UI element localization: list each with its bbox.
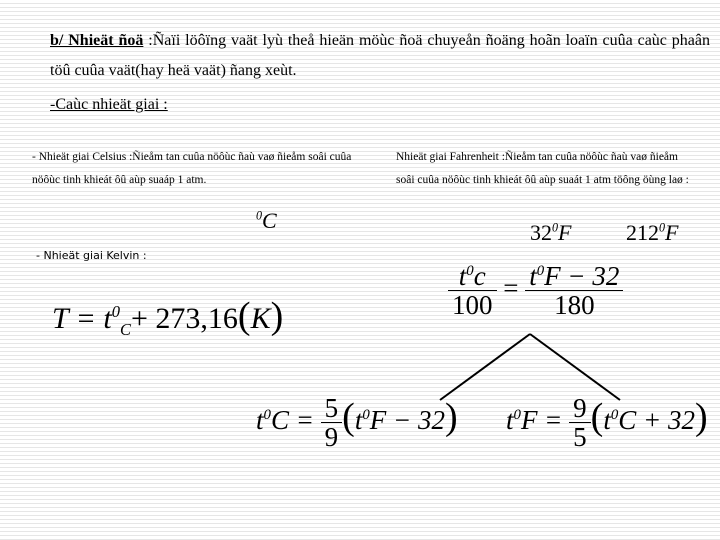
heading-definition: :Ñaïi löôïng vaät lyù theå hieän möùc ñoä chuyeån ñoäng hoãn loaïn cuûa caùc phaân töû cuûa vaät(hay heä vaät) ñang xeùt. <box>50 32 710 79</box>
ratio-left-numerator: $t^0c$ <box>448 262 497 291</box>
ratio-right-denominator: 180 <box>554 290 595 321</box>
celsius-conversion-fraction: $\frac{5}{9}$ <box>321 394 343 452</box>
fahrenheit-value1-sup: 0 <box>552 220 559 235</box>
ratio-left-denominator: 100 <box>452 290 493 321</box>
celsius-unit-sup: 0 <box>256 208 263 223</box>
scales-title-text: -Caùc nhieät giai : <box>50 96 168 113</box>
celsius-conversion-formula: $t^0C$ = $\frac{5}{9}$ $(t^0F - 32)$ <box>256 393 458 453</box>
kelvin-formula-left: T = t <box>52 302 112 335</box>
ratio-right-numerator: $t^0F - 32$ <box>525 262 623 291</box>
kelvin-unit: K <box>250 302 271 335</box>
connector-right <box>530 334 620 400</box>
kelvin-formula-right: + 273,16 <box>131 302 238 335</box>
heading-label: b/ Nhieät ñoä <box>50 32 144 49</box>
connector-left <box>440 334 530 400</box>
fahrenheit-value2-unit: F <box>665 220 679 245</box>
kelvin-label: - Nhieät giai Kelvin : <box>36 249 147 262</box>
kelvin-formula-sup: 0 <box>111 302 120 321</box>
fahrenheit-conversion-formula: $t^0F$ = $\frac{9}{5}$ $(t^0C + 32)$ <box>506 393 708 453</box>
fahrenheit-value1-unit: F <box>558 220 572 245</box>
kelvin-formula: $T = t^0_C+ 273,16(K)$ <box>52 295 284 339</box>
fahrenheit-description: Nhieät giai Fahrenheit :Ñieåm tan cuûa nöôùc ñaù vaø ñieåm soâi cuûa nöôùc tinh khieát ôû aùp suaát 1 atm töông öùng laø : <box>396 151 689 186</box>
ratio-equals: = <box>503 273 519 304</box>
celsius-unit-letter: C <box>262 208 277 233</box>
kelvin-formula-sub: C <box>119 320 131 339</box>
fahrenheit-conversion-fraction: $\frac{9}{5}$ <box>569 394 591 452</box>
fahrenheit-value2: 212 <box>626 220 659 245</box>
celsius-description: - Nhieät giai Celsius :Ñieåm tan cuûa nöôùc ñaù vaø ñieåm soâi cuûa nöôùc tinh khieát ôû aùp suaáp 1 atm. <box>32 151 352 186</box>
fahrenheit-value1: 32 <box>530 220 552 245</box>
fahrenheit-value2-sup: 0 <box>659 220 666 235</box>
